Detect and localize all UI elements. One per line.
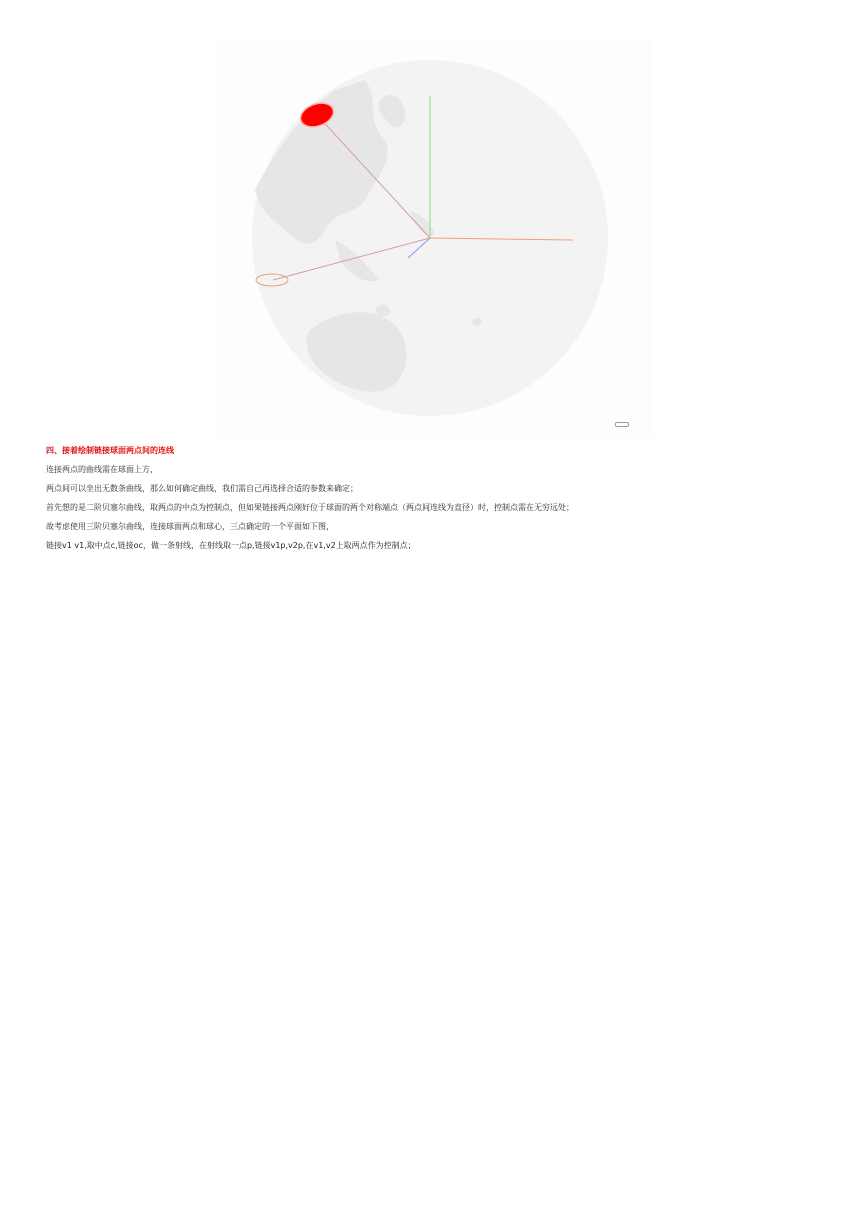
scroll-handle[interactable] [615,422,629,427]
paragraph: 首先想的是二阶贝塞尔曲线，取两点的中点为控制点，但如果链接两点刚好位于球面的两个对称端点（两点间连线为直径）时，控制点需在无穷远处； [46,503,574,512]
section-heading: 四、接着绘制链接球面两点间的连线 [46,446,174,455]
globe-canvas[interactable] [215,40,653,438]
article-body [46,444,836,558]
paragraph: 故考虑使用三阶贝塞尔曲线，连接球面两点和球心，三点确定的一个平面如下图， [46,522,334,531]
paragraph: 链接v1 v1,取中点c,链接oc，做一条射线，在射线取一点p,链接v1p,v2p,在v1,v2上取两点作为控制点； [46,541,416,550]
globe-figure[interactable] [215,40,653,438]
paragraph: 连接两点的曲线需在球面上方， [46,465,158,474]
paragraph: 两点间可以坐出无数条曲线，那么如何确定曲线，我们需自己再选择合适的参数来确定； [46,484,358,493]
